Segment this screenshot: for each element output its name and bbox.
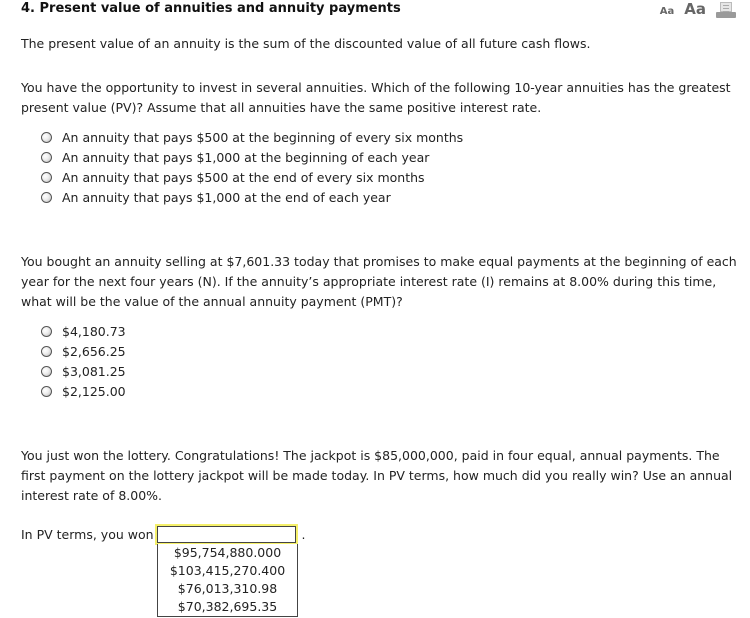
font-increase-button[interactable]: Aa xyxy=(684,0,706,18)
q1-option[interactable] xyxy=(41,147,463,167)
q1-option[interactable] xyxy=(41,127,463,147)
question-title: 4. Present value of annuities and annuity payments xyxy=(21,1,401,16)
q1-option[interactable] xyxy=(41,187,463,207)
answer-row xyxy=(21,526,306,543)
q1-options xyxy=(41,127,463,207)
radio-button[interactable] xyxy=(41,192,52,203)
q2-option[interactable] xyxy=(41,361,126,381)
answer-label: In PV terms, you won xyxy=(21,527,154,542)
option-label: $4,180.73 xyxy=(62,323,126,339)
option-label: An annuity that pays $1,000 at the end of each year xyxy=(62,189,391,205)
q2-option[interactable] xyxy=(41,341,126,361)
dropdown-option[interactable]: $95,754,880.000 xyxy=(173,545,282,560)
toolbar xyxy=(660,0,736,18)
q1-option[interactable] xyxy=(41,167,463,187)
option-label: $2,656.25 xyxy=(62,343,126,359)
q2-option[interactable] xyxy=(41,381,126,401)
option-label: An annuity that pays $1,000 at the beginning of each year xyxy=(62,149,430,165)
radio-button[interactable] xyxy=(41,386,52,397)
dropdown-list xyxy=(157,544,298,617)
font-decrease-button[interactable]: Aa xyxy=(659,6,675,17)
dropdown-option[interactable]: $70,382,695.35 xyxy=(177,599,278,614)
option-label: An annuity that pays $500 at the beginning of every six months xyxy=(62,129,464,145)
radio-button[interactable] xyxy=(41,152,52,163)
radio-button[interactable] xyxy=(41,346,52,357)
q1-text: You have the opportunity to invest in several annuities. Which of the following 10-year annuities has the greatest present value (PV)? Assume that all annuities have the same positive interest rate. xyxy=(21,80,731,115)
print-icon[interactable] xyxy=(716,2,736,18)
option-label: $2,125.00 xyxy=(62,383,126,399)
option-label: $3,081.25 xyxy=(62,363,126,379)
q2-text: You bought an annuity selling at $7,601.33 today that promises to make equal payments at the beginning of each year for the next four years (N). If the annuity’s appropriate interest rate (I) remains at 8.00% during this time, what will be the value of the annual annuity payment (PMT)? xyxy=(21,254,737,309)
q2-options xyxy=(41,321,126,401)
answer-dropdown[interactable] xyxy=(157,526,296,543)
radio-button[interactable] xyxy=(41,132,52,143)
radio-button[interactable] xyxy=(41,366,52,377)
radio-button[interactable] xyxy=(41,172,52,183)
dropdown-option[interactable]: $76,013,310.98 xyxy=(177,581,278,596)
q3-text: You just won the lottery. Congratulations! The jackpot is $85,000,000, paid in four equal, annual payments. The first payment on the lottery jackpot will be made today. In PV terms, how much did you really win? Use an annual interest rate of 8.00%. xyxy=(21,448,733,503)
intro-text: The present value of an annuity is the sum of the discounted value of all future cash flows. xyxy=(21,36,591,51)
q2-option[interactable] xyxy=(41,321,126,341)
trailing-period: . xyxy=(301,527,306,542)
radio-button[interactable] xyxy=(41,326,52,337)
option-label: An annuity that pays $500 at the end of every six months xyxy=(62,169,425,185)
dropdown-option[interactable]: $103,415,270.400 xyxy=(169,563,286,578)
